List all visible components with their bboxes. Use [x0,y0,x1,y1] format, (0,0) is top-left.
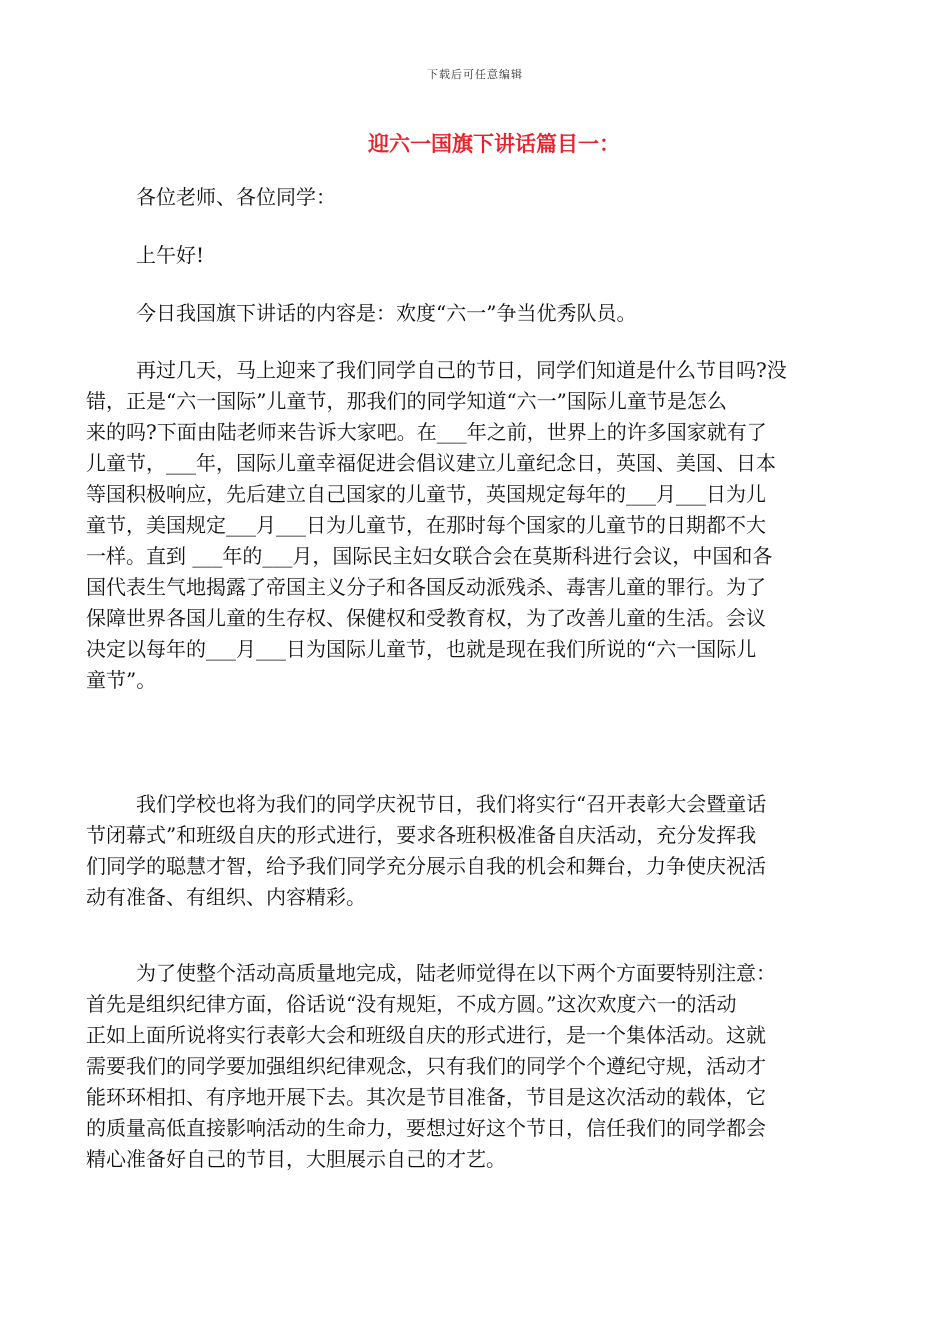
paragraph-line: 决定以每年的___月___日为国际儿童节，也就是现在我们所说的“六一国际儿 [86,637,757,661]
paragraph-line: 儿童节，___年，国际儿童幸福促进会倡议建立儿童纪念日，英国、美国、日本 [86,451,776,475]
paragraph-line: 首先是组织纪律方面，俗话说“没有规矩，不成方圆。”这次欢度六一的活动 [86,992,737,1016]
paragraph-line: 国代表生气地揭露了帝国主义分子和各国反动派残杀、毒害儿童的罪行。为了 [86,575,766,599]
paragraph-line: 童节”。 [86,668,157,692]
paragraph-line: 为了使整个活动高质量地完成，陆老师觉得在以下两个方面要特别注意： [136,961,776,985]
topic-line: 今日我国旗下讲话的内容是：欢度“六一”争当优秀队员。 [136,301,637,325]
paragraph-line: 精心准备好自己的节目，大胆展示自己的才艺。 [86,1147,506,1171]
paragraph-line: 能环环相扣、有序地开展下去。其次是节目准备，节目是这次活动的载体，它 [86,1085,766,1109]
paragraph-line: 错，正是“六一国际”儿童节，那我们的同学知道“六一”国际儿童节是怎么 [86,389,727,413]
paragraph-line: 需要我们的同学要加强组织纪律观念，只有我们的同学个个遵纪守规，活动才 [86,1054,766,1078]
paragraph-line: 我们学校也将为我们的同学庆祝节日，我们将实行“召开表彰大会暨童话 [136,792,767,816]
greeting: 各位老师、各位同学： [136,185,336,209]
paragraph-line: 节闭幕式”和班级自庆的形式进行，要求各班积极准备自庆活动，充分发挥我 [86,823,757,847]
paragraph-line: 保障世界各国儿童的生存权、保健权和受教育权，为了改善儿童的生活。会议 [86,606,766,630]
paragraph-line: 正如上面所说将实行表彰大会和班级自庆的形式进行，是一个集体活动。这就 [86,1023,766,1047]
paragraph-school-plan [86,789,860,913]
paragraph-line: 童节，美国规定___月___日为儿童节，在那时每个国家的儿童节的日期都不大 [86,513,766,537]
paragraph-line: 们同学的聪慧才智，给予我们同学充分展示自我的机会和舞台，力争使庆祝活 [86,854,766,878]
header-note: 下载后可任意编辑 [427,68,523,81]
paragraph-line: 等国积极响应，先后建立自己国家的儿童节，英国规定每年的___月___日为儿 [86,482,766,506]
paragraph-line: 的质量高低直接影响活动的生命力，要想过好这个节日，信任我们的同学都会 [86,1116,766,1140]
paragraph-line: 动有准备、有组织、内容精彩。 [86,885,366,909]
paragraph-history [86,355,860,696]
document-title: 迎六一国旗下讲话篇目一： [368,131,620,156]
paragraph-line: 一样。直到 ___年的___月，国际民主妇女联合会在莫斯科进行会议，中国和各 [86,544,773,568]
paragraph-line: 来的吗?下面由陆老师来告诉大家吧。在___年之前，世界上的许多国家就有了 [86,420,767,444]
paragraph-line: 再过几天，马上迎来了我们同学自己的节日，同学们知道是什么节目吗?没 [136,358,787,382]
salutation: 上午好! [136,243,205,267]
paragraph-requirements [86,958,860,1175]
